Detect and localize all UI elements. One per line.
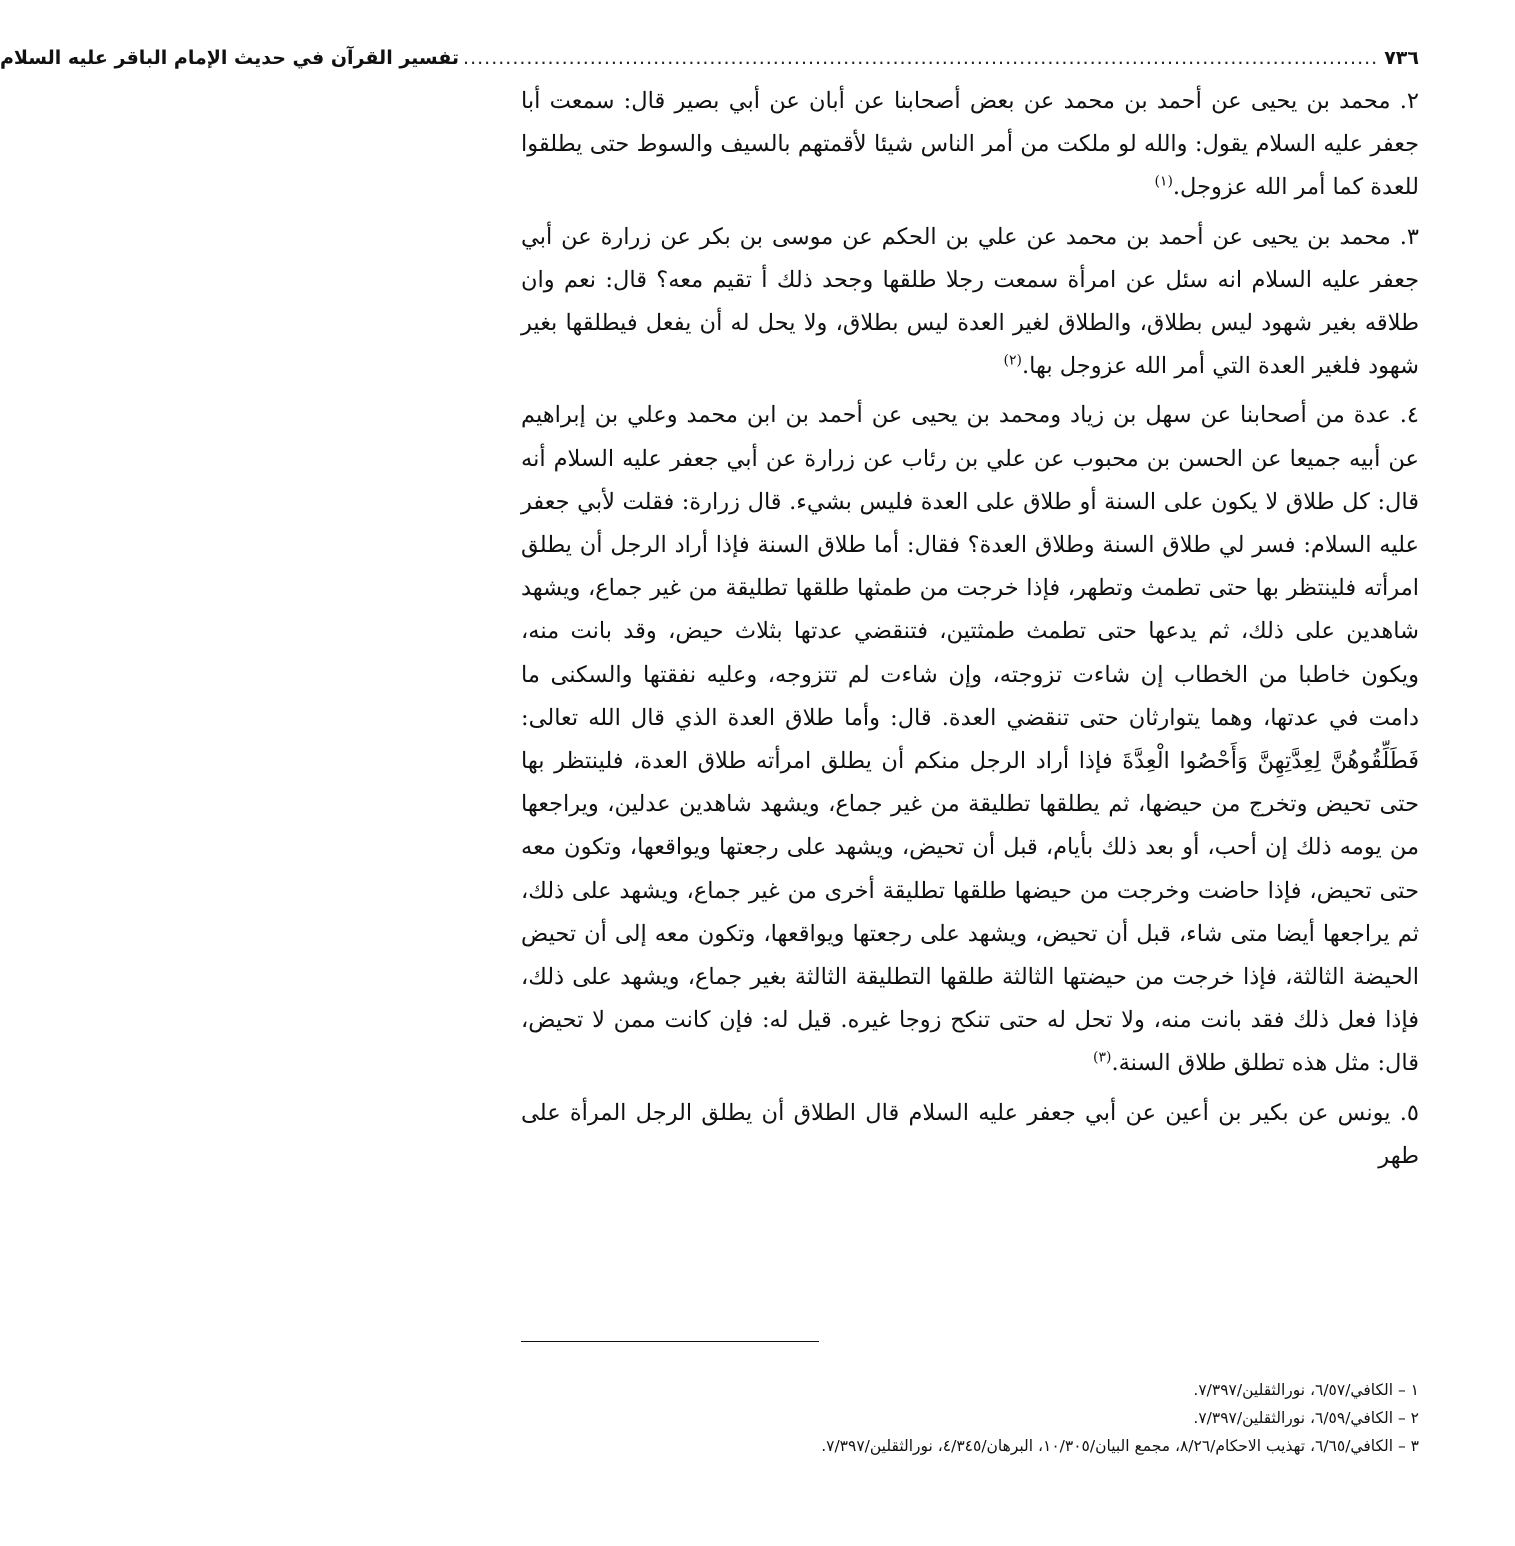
page-body (0, 36, 1419, 1184)
paragraph-text: ٤. عدة من أصحابنا عن سهل بن زياد ومحمد بن يحيى عن أحمد بن ابن محمد وعلي بن إبراهيم عن أبيه جميعا عن الحسن بن محبوب عن علي بن رئاب عن زرارة عن أبي جعفر عليه السلام أنه قال: كل طلاق لا يكون على السنة أو طلاق على العدة فليس بشيء. قال زرارة: فقلت لأبي جعفر عليه السلام: فسر لي طلاق السنة وطلاق العدة؟ فقال: أما طلاق السنة فإذا أراد الرجل أن يطلق امرأته فلينتظر بها حتى تطمث وتطهر، فإذا خرجت من طمثها طلقها تطليقة من غير جماع، ويشهد شاهدين على ذلك، ثم يدعها حتى تطمث طمثتين، فتنقضي عدتها بثلاث حيض، وقد بانت منه، ويكون خاطبا من الخطاب إن شاءت تزوجته، وإن شاءت لم تتزوجه، وعليه نفقتها والسكنى ما دامت في عدتها، وهما يتوارثان حتى تنقضي العدة. قال: وأما طلاق العدة الذي قال الله تعالى: فَطَلِّقُوهُنَّ لِعِدَّتِهِنَّ وَأَحْصُوا الْعِدَّةَ فإذا أراد الرجل منكم أن يطلق امرأته طلاق العدة، فلينتظر بها حتى تحيض وتخرج من حيضها، ثم يطلقها تطليقة من غير جماع، ويشهد شاهدين عدلين، ويراجعها من يومه ذلك إن أحب، أو بعد ذلك بأيام، قبل أن تحيض، ويشهد على رجعتها ويواقعها، وتكون معه حتى تحيض، فإذا حاضت وخرجت من حيضها طلقها تطليقة أخرى من غير جماع، ويشهد على ذلك، ثم يراجعها أيضا متى شاء، قبل أن تحيض، ويشهد على رجعتها ويواقعها، وتكون معه إلى أن تحيض الحيضة الثالثة، فإذا خرجت من حيضتها الثالثة طلقها التطليقة الثالثة بغير جماع، ويشهد على ذلك، فإذا فعل ذلك فقد بانت منه، ولا تحل له حتى تنكح زوجا غيره. قيل له: فإن كانت ممن لا تحيض، قال: مثل هذه تطلق طلاق السنة. (521, 402, 1419, 1077)
running-header (0, 36, 1419, 80)
hadith-paragraph-5 (521, 1092, 1419, 1178)
hadith-paragraph-3 (521, 216, 1419, 389)
header-title: تفسير القرآن في حديث الإمام الباقر عليه السلام (0, 47, 460, 69)
paragraph-text: ٣. محمد بن يحيى عن أحمد بن محمد عن علي بن الحكم عن موسى بن بكر عن زرارة عن أبي جعفر عليه السلام انه سئل عن امرأة سمعت رجلا طلقها وجحد ذلك أ تقيم معه؟ قال: نعم وان طلاقه بغير شهود ليس بطلاق، والطلاق لغير العدة ليس بطلاق، ولا يحل له أن يفعل فيطلقها بغير شهود فلغير العدة التي أمر الله عزوجل بها. (521, 223, 1419, 380)
page-number: ٧٣٦ (1384, 47, 1419, 69)
paragraph-text: ٥. يونس عن بكير بن أعين عن أبي جعفر عليه السلام قال الطلاق أن يطلق الرجل المرأة على طهر (521, 1099, 1419, 1169)
footnote-separator (521, 1341, 819, 1342)
hadith-paragraph-4 (521, 394, 1419, 1085)
paragraph-text: ٢. محمد بن يحيى عن أحمد بن محمد عن بعض أصحابنا عن أبان عن أبي بصير قال: سمعت أبا جعفر عليه السلام يقول: والله لو ملكت من أمر الناس شيئا لأقمتهم بالسيف والسوط حتى يطلقوا للعدة كما أمر الله عزوجل. (521, 88, 1419, 201)
hadith-paragraph-2 (521, 80, 1419, 210)
footnotes (521, 1376, 1419, 1460)
footnote-ref-2[interactable]: (٢) (1003, 352, 1022, 369)
footnote-ref-3[interactable]: (٣) (1092, 1049, 1112, 1066)
header-leader-dots: .................................................................................................................................. (463, 47, 1379, 69)
footnote-1: ١ – الكافي/٦/٥٧، نورالثقلين/٧/٣٩٧. (1193, 1381, 1419, 1399)
footnote-2: ٢ – الكافي/٦/٥٩، نورالثقلين/٧/٣٩٧. (1193, 1409, 1419, 1427)
footnote-ref-1[interactable]: (١) (1154, 173, 1173, 190)
footnote-3: ٣ – الكافي/٦/٦٥، تهذيب الاحكام/٨/٢٦، مجمع البيان/١٠/٣٠٥، البرهان/٤/٣٤٥، نورالثقلين/٧/٣٩٧. (821, 1437, 1419, 1455)
